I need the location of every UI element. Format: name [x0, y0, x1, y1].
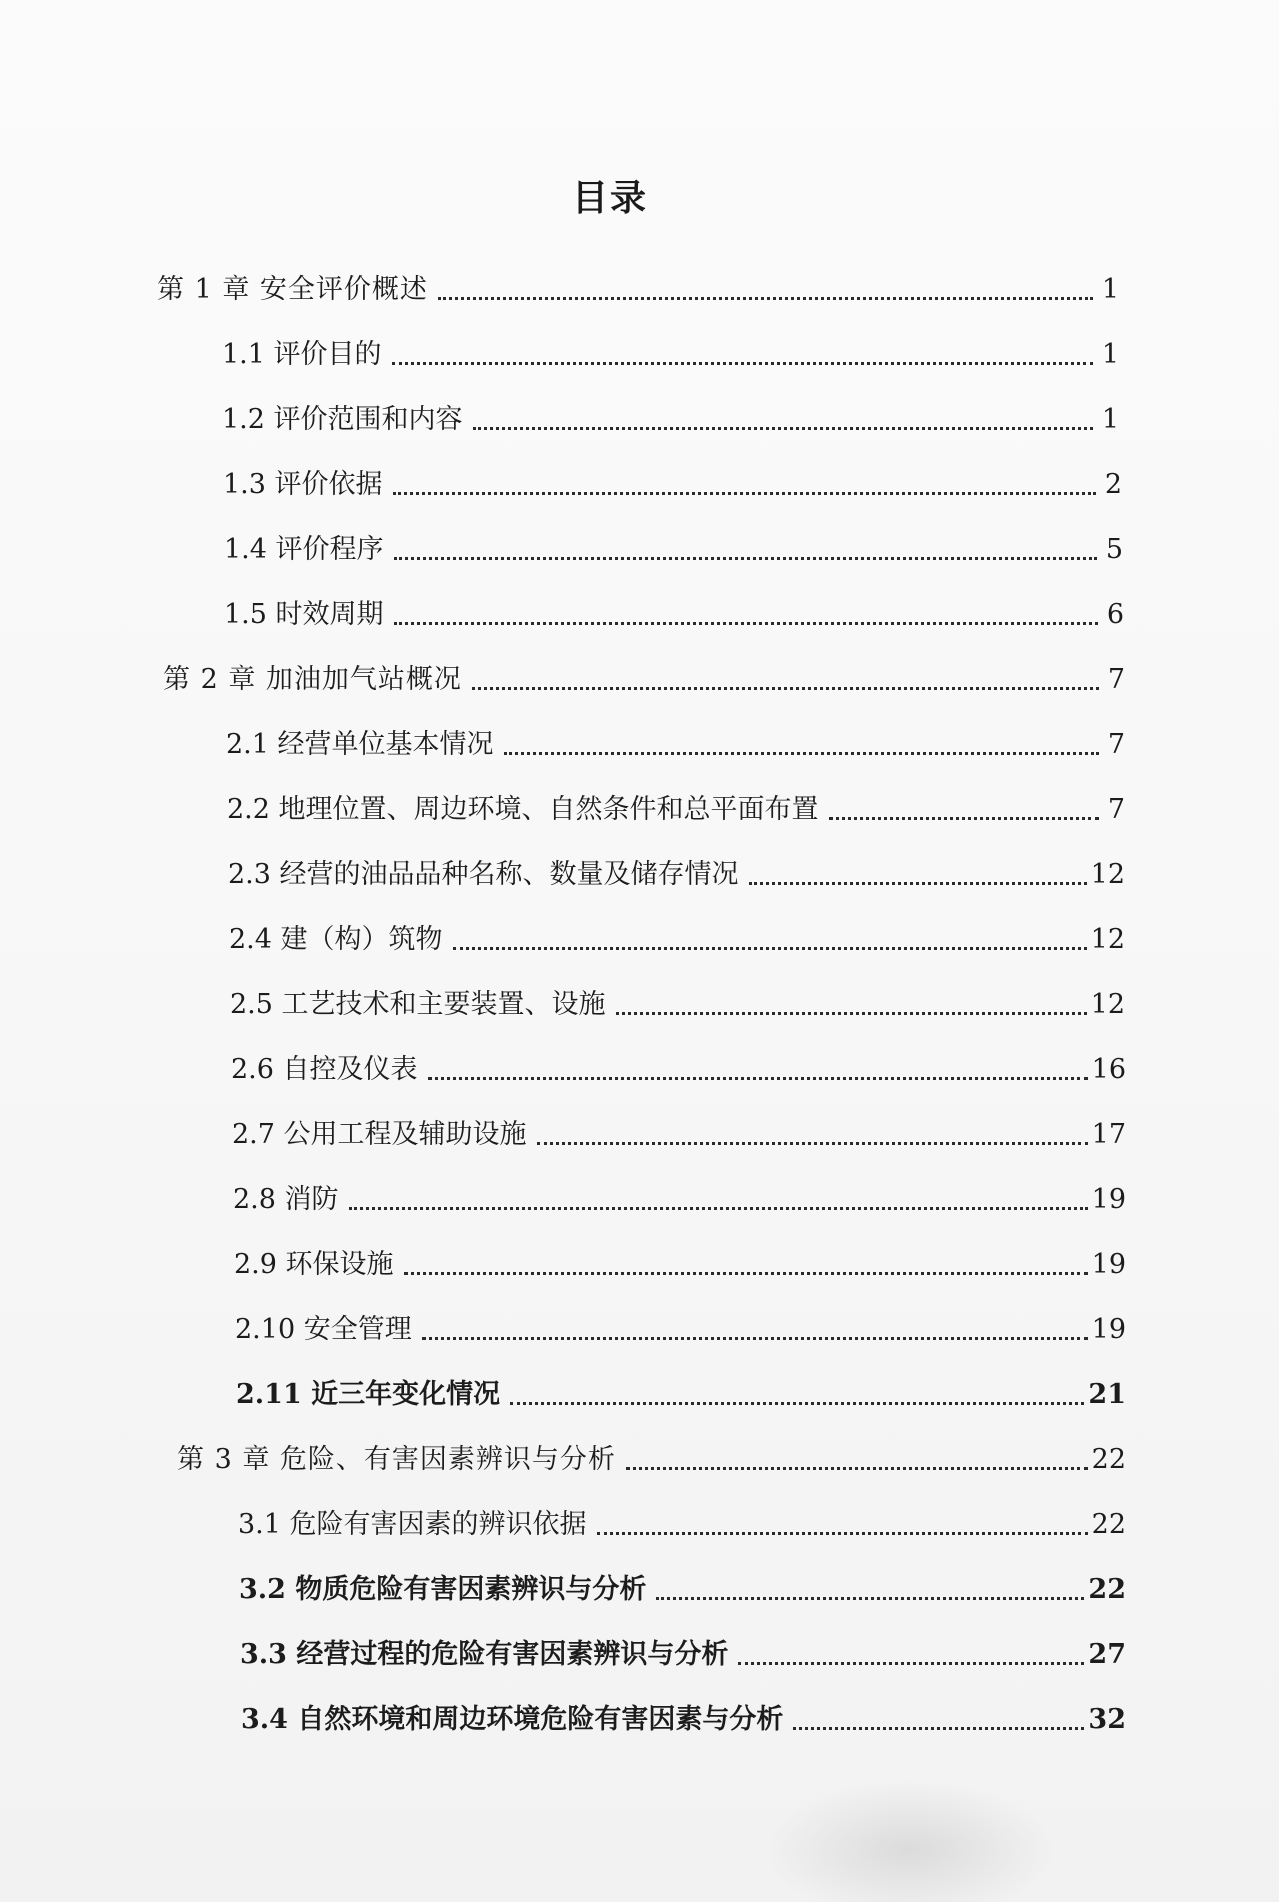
toc-title: 目录	[571, 178, 648, 219]
toc-entry-label: 1.2 评价范围和内容	[222, 404, 463, 435]
toc-entry-page: 1	[1101, 339, 1119, 370]
toc-leader-dots	[793, 1727, 1084, 1730]
toc-entry-page: 22	[1091, 1444, 1126, 1475]
toc-entry-page: 19	[1091, 1314, 1126, 1345]
toc-entry-page: 32	[1088, 1704, 1126, 1735]
toc-leader-dots	[349, 1207, 1088, 1210]
toc-entry-page: 22	[1088, 1574, 1126, 1605]
toc-leader-dots	[438, 297, 1093, 300]
toc-entry-2-9[interactable]	[0, 1220, 1279, 1285]
toc-entry-page: 7	[1107, 794, 1125, 825]
toc-entry-page: 16	[1091, 1054, 1126, 1085]
toc-entry-page: 19	[1091, 1249, 1126, 1280]
toc-entry-label: 2.2 地理位置、周边环境、自然条件和总平面布置	[227, 794, 819, 825]
toc-leader-dots	[829, 817, 1099, 820]
toc-entry-3-3[interactable]	[0, 1610, 1279, 1675]
toc-leader-dots	[473, 427, 1093, 430]
toc-entry-1-2[interactable]	[0, 375, 1279, 440]
toc-entry-page: 1	[1101, 274, 1119, 305]
toc-entry-label: 第 2 章 加油加气站概况	[163, 664, 462, 695]
toc-entry-1-5[interactable]	[0, 570, 1279, 635]
toc-entry-3-4[interactable]	[0, 1675, 1279, 1740]
toc-entry-label: 1.1 评价目的	[222, 339, 382, 370]
toc-entry-page: 27	[1088, 1639, 1126, 1670]
toc-entry-label: 2.9 环保设施	[234, 1249, 394, 1280]
toc-entry-2-6[interactable]	[0, 1025, 1279, 1090]
toc-entry-label: 2.11 近三年变化情况	[236, 1379, 501, 1410]
toc-entry-2-7[interactable]	[0, 1090, 1279, 1155]
toc-entry-2-1[interactable]	[0, 700, 1279, 765]
toc-entry-2-8[interactable]	[0, 1155, 1279, 1220]
toc-leader-dots	[394, 557, 1097, 560]
toc-entry-label: 第 3 章 危险、有害因素辨识与分析	[177, 1444, 616, 1475]
toc-entry-label: 2.4 建（构）筑物	[229, 924, 443, 955]
toc-entry-chapter-3[interactable]	[0, 1415, 1279, 1480]
toc-entry-page: 21	[1088, 1379, 1126, 1410]
toc-leader-dots	[616, 1012, 1087, 1015]
toc-entry-label: 3.1 危险有害因素的辨识依据	[238, 1509, 587, 1540]
toc-entry-page: 17	[1091, 1119, 1126, 1150]
toc-leader-dots	[428, 1077, 1088, 1080]
toc-entry-label: 3.4 自然环境和周边环境危险有害因素与分析	[241, 1704, 784, 1735]
toc-entry-2-3[interactable]	[0, 830, 1279, 895]
toc-entry-3-1[interactable]	[0, 1480, 1279, 1545]
toc-entry-2-10[interactable]	[0, 1285, 1279, 1350]
toc-leader-dots	[656, 1597, 1084, 1600]
toc-entry-3-2[interactable]	[0, 1545, 1279, 1610]
toc-entry-label: 1.4 评价程序	[224, 534, 384, 565]
toc-entry-page: 2	[1104, 469, 1122, 500]
toc-entry-label: 1.3 评价依据	[223, 469, 383, 500]
toc-leader-dots	[597, 1532, 1088, 1535]
toc-entry-label: 2.3 经营的油品品种名称、数量及储存情况	[228, 859, 739, 890]
toc-leader-dots	[404, 1272, 1088, 1275]
toc-entry-page: 19	[1091, 1184, 1126, 1215]
toc-entry-page: 7	[1107, 664, 1125, 695]
paper-smudge	[760, 1780, 1060, 1902]
toc-entry-2-2[interactable]	[0, 765, 1279, 830]
toc-entry-page: 1	[1101, 404, 1119, 435]
toc-leader-dots	[393, 492, 1096, 495]
toc-entry-label: 2.6 自控及仪表	[231, 1054, 418, 1085]
toc-entry-label: 2.10 安全管理	[235, 1314, 412, 1345]
toc-entry-label: 2.1 经营单位基本情况	[226, 729, 494, 760]
toc-entry-page: 6	[1106, 599, 1124, 630]
toc-entry-page: 5	[1105, 534, 1123, 565]
table-of-contents	[0, 245, 1279, 1740]
toc-leader-dots	[749, 882, 1087, 885]
toc-leader-dots	[537, 1142, 1088, 1145]
toc-leader-dots	[510, 1402, 1084, 1405]
toc-entry-2-4[interactable]	[0, 895, 1279, 960]
toc-entry-label: 1.5 时效周期	[224, 599, 384, 630]
toc-leader-dots	[472, 687, 1099, 690]
toc-leader-dots	[738, 1662, 1084, 1665]
toc-entry-page: 7	[1107, 729, 1125, 760]
toc-leader-dots	[394, 622, 1098, 625]
toc-entry-page: 12	[1090, 989, 1125, 1020]
toc-entry-page: 22	[1091, 1509, 1126, 1540]
toc-entry-page: 12	[1090, 859, 1125, 890]
toc-leader-dots	[422, 1337, 1088, 1340]
toc-entry-label: 3.3 经营过程的危险有害因素辨识与分析	[240, 1639, 729, 1670]
toc-leader-dots	[453, 947, 1087, 950]
toc-entry-label: 2.5 工艺技术和主要装置、设施	[230, 989, 606, 1020]
toc-entry-page: 12	[1090, 924, 1125, 955]
toc-entry-2-11[interactable]	[0, 1350, 1279, 1415]
toc-entry-2-5[interactable]	[0, 960, 1279, 1025]
toc-entry-chapter-2[interactable]	[0, 635, 1279, 700]
toc-entry-label: 2.7 公用工程及辅助设施	[232, 1119, 527, 1150]
toc-entry-label: 第 1 章 安全评价概述	[157, 274, 428, 305]
toc-leader-dots	[392, 362, 1093, 365]
toc-entry-1-4[interactable]	[0, 505, 1279, 570]
toc-entry-1-1[interactable]	[0, 310, 1279, 375]
toc-entry-chapter-1[interactable]	[0, 245, 1279, 310]
toc-leader-dots	[504, 752, 1099, 755]
toc-entry-1-3[interactable]	[0, 440, 1279, 505]
toc-leader-dots	[626, 1467, 1088, 1470]
toc-entry-label: 2.8 消防	[233, 1184, 339, 1215]
toc-entry-label: 3.2 物质危险有害因素辨识与分析	[239, 1574, 647, 1605]
